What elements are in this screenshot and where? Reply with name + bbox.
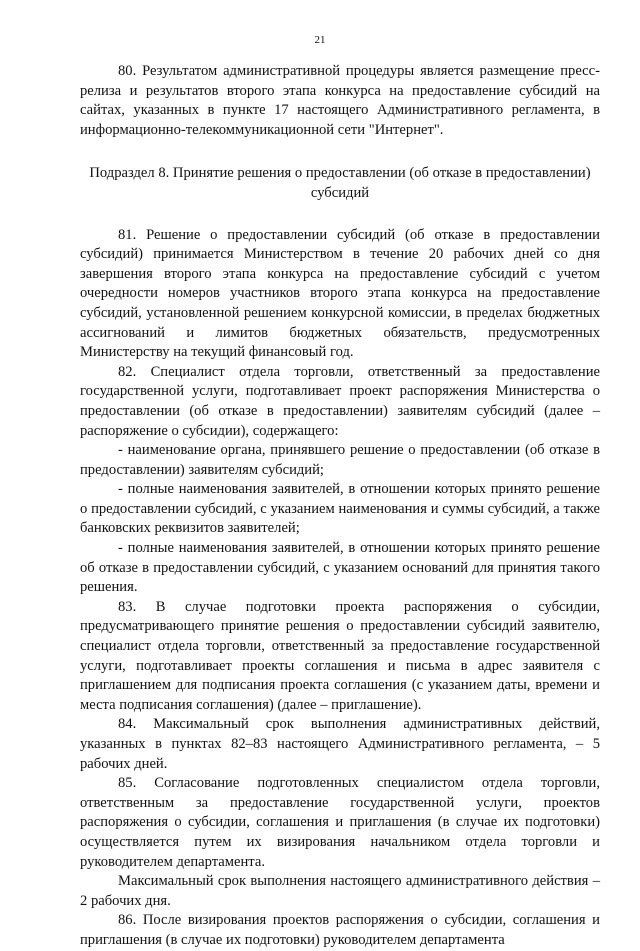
- paragraph-81: 81. Решение о предоставлении субсидий (об отказе в предоставлении субсидий) принимается Министерством в течение 20 рабочих дней со дня завершения второго этапа конкурса на предоставление субсидий с учетом очередности номеров участников второго этапа конкурса на предоставление субсидий, установленной решением конкурсной комиссии, в пределах бюджетных ассигнований и лимитов бюджетных обязательств, предусмотренных Министерству на текущий финансовый год.: [80, 226, 600, 361]
- bullet-item-1: - наименование органа, принявшего решение о предоставлении (об отказе в предоставлении) заявителям субсидий;: [80, 442, 600, 478]
- spacer: [80, 204, 600, 226]
- bullet-item-3: - полные наименования заявителей, в отношении которых принято решение об отказе в предоставлении субсидий, с указанием оснований для принятия такого решения.: [80, 540, 600, 596]
- subsection-title: Подраздел 8. Принятие решения о предоставлении (об отказе в предоставлении) субсидий: [89, 165, 591, 201]
- bullet-item-2: - полные наименования заявителей, в отношении которых принято решение о предоставлении субсидий, с указанием наименования и суммы субсидий, а также банковских реквизитов заявителей;: [80, 481, 600, 537]
- paragraph-85: 85. Согласование подготовленных специалистом отдела торговли, ответственным за предоставление государственной услуги, проектов распоряжения о субсидии, соглашения и приглашения (в случае их подготовки) осуществляется путем их визирования начальником отдела торговли и руководителем департамента.: [80, 775, 600, 870]
- paragraph-82: 82. Специалист отдела торговли, ответственный за предоставление государственной услуги, подготавливает проект распоряжения Министерства о предоставлении (об отказе в предоставлении) заявителям субсидий (далее – распоряжение о субсидии), содержащего:: [80, 363, 600, 439]
- paragraph-80: 80. Результатом административной процедуры является размещение пресс-релиза и результатов второго этапа конкурса на предоставление субсидий на сайтах, указанных в пункте 17 настоящего Административного регламента, в информационно-телекоммуникационной сети "Интернет".: [80, 63, 600, 138]
- document-body: [80, 62, 600, 951]
- paragraph-85-term: Максимальный срок выполнения настоящего административного действия – 2 рабочих дня.: [80, 873, 600, 909]
- spacer: [80, 140, 600, 164]
- paragraph-83: 83. В случае подготовки проекта распоряжения о субсидии, предусматривающего принятие решения о предоставлении субсидий заявителю, специалист отдела торговли, ответственный за предоставление государственной услуги, подготавливает проекты соглашения и письма в адрес заявителя с приглашением для подписания проекта соглашения (с указанием даты, времени и места подписания соглашения) (далее – приглашение).: [80, 598, 600, 713]
- page-number: 21: [314, 34, 326, 46]
- paragraph-84: 84. Максимальный срок выполнения административных действий, указанных в пунктах 82–83 настоящего Административного регламента, – 5 рабочих дней.: [80, 716, 600, 772]
- paragraph-86: 86. После визирования проектов распоряжения о субсидии, соглашения и приглашения (в случае их подготовки) руководителем департамента: [80, 912, 600, 948]
